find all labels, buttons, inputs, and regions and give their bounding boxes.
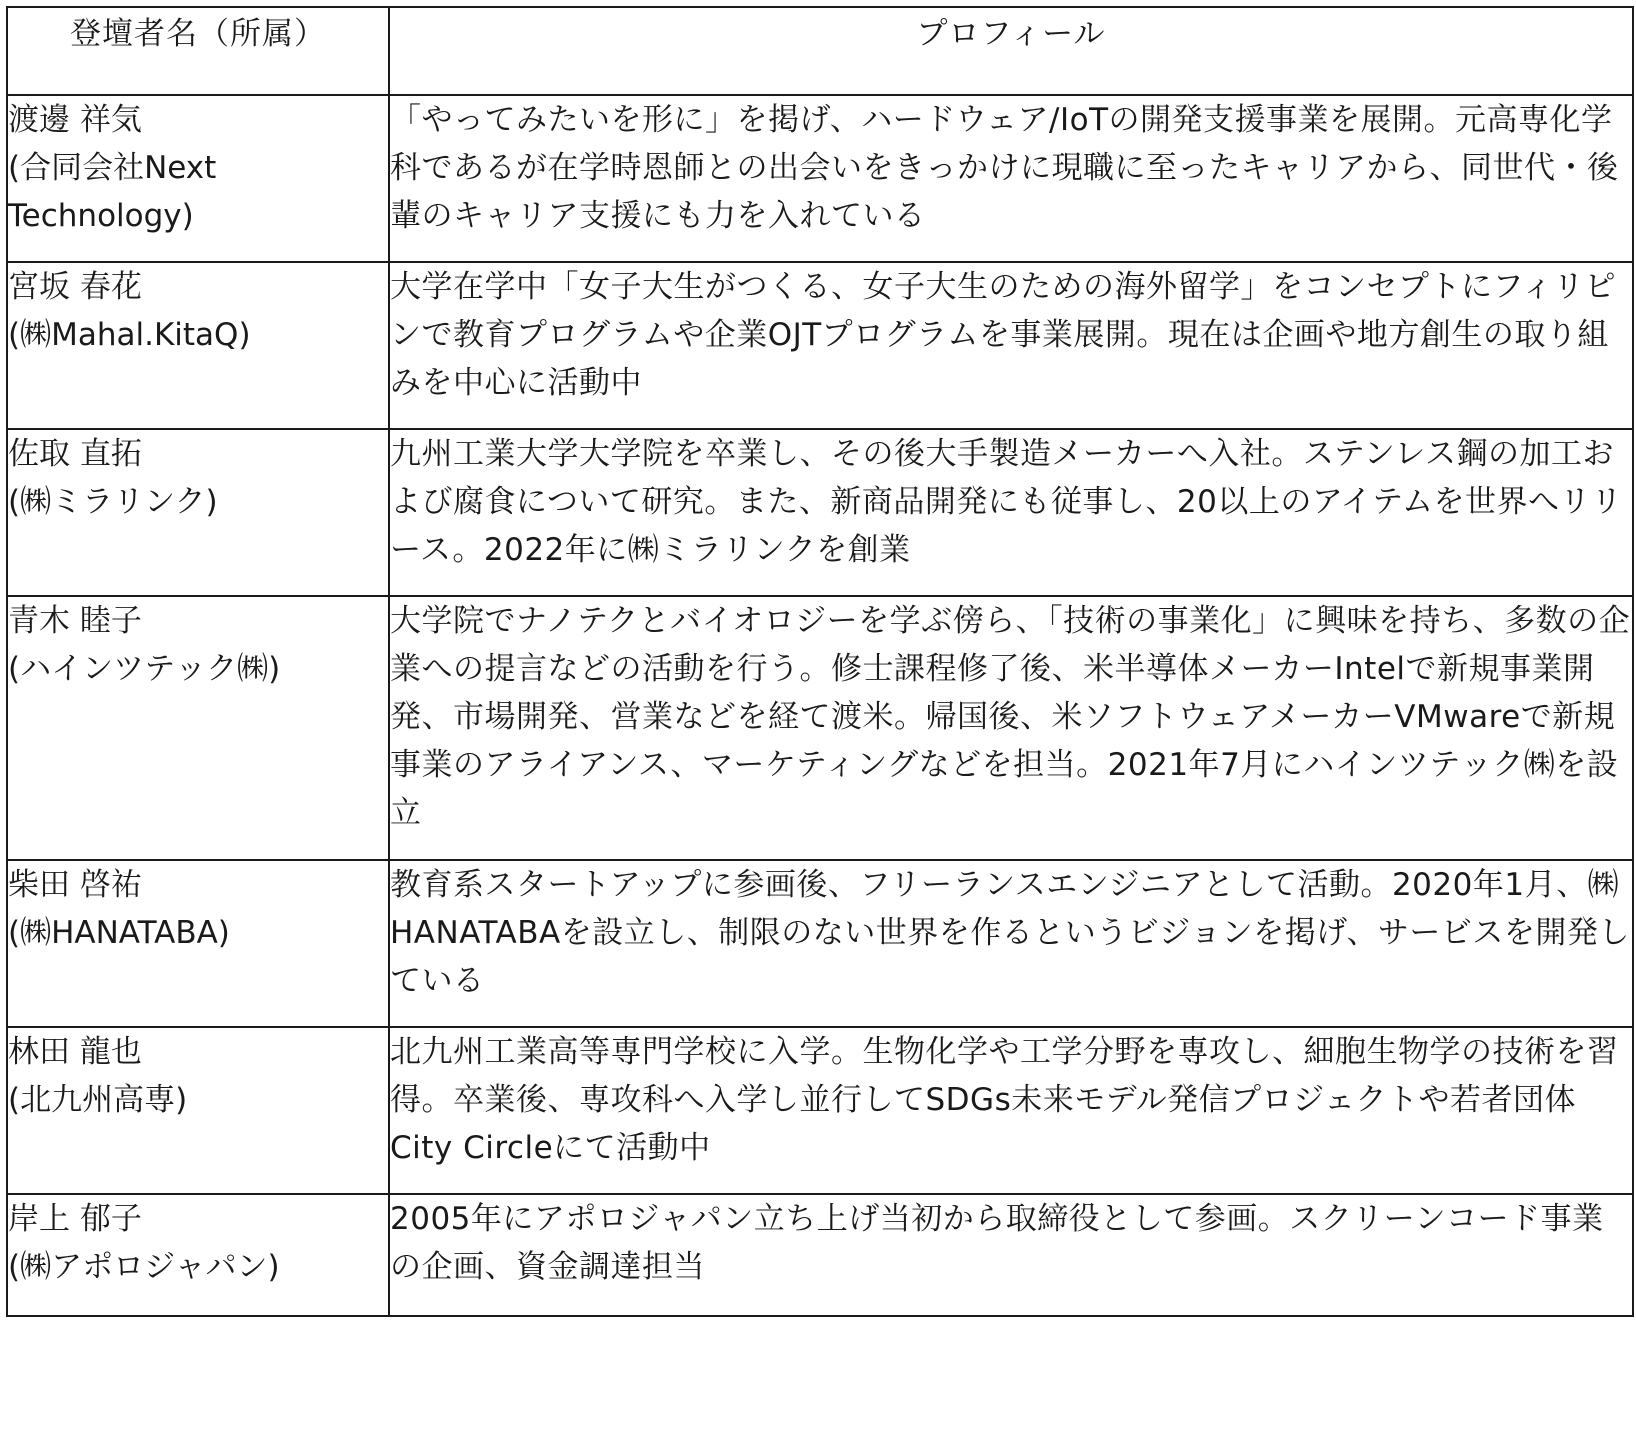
speaker-profile: 大学在学中「女子大生がつくる、女子大生のための海外留学」をコンセプトにフィリピンで教育プログラムや企業OJTプログラムを事業展開。現在は企画や地方創生の取り組みを中心に活動中 — [389, 262, 1633, 429]
table-row — [7, 860, 1633, 1027]
speaker-profile: 北九州工業高等専門学校に入学。生物化学や工学分野を専攻し、細胞生物学の技術を習得。卒業後、専攻科へ入学し並行してSDGs未来モデル発信プロジェクトや若者団体City Circleにて活動中 — [389, 1027, 1633, 1194]
speaker-profile: 教育系スタートアップに参画後、フリーランスエンジニアとして活動。2020年1月、㈱HANATABAを設立し、制限のない世界を作るというビジョンを掲げ、サービスを開発している — [389, 860, 1633, 1027]
table-row — [7, 262, 1633, 429]
speaker-name: 宮坂 春花 (㈱Mahal.KitaQ) — [7, 262, 389, 429]
speaker-profile: 大学院でナノテクとバイオロジーを学ぶ傍ら、「技術の事業化」に興味を持ち、多数の企業への提言などの活動を行う。修士課程修了後、米半導体メーカーIntelで新規事業開発、市場開発、営業などを経て渡米。帰国後、米ソフトウェアメーカーVMwareで新規事業のアライアンス、マーケティングなどを担当。2021年7月にハインツテック㈱を設立 — [389, 596, 1633, 860]
speaker-table — [6, 6, 1634, 1317]
header-name: 登壇者名（所属） — [7, 7, 389, 95]
speaker-name: 佐取 直拓 (㈱ミラリンク) — [7, 429, 389, 596]
table-row — [7, 596, 1633, 860]
speaker-profile: 「やってみたいを形に」を掲げ、ハードウェア/IoTの開発支援事業を展開。元高専化学科であるが在学時恩師との出会いをきっかけに現職に至ったキャリアから、同世代・後輩のキャリア支援にも力を入れている — [389, 95, 1633, 262]
speaker-profile: 九州工業大学大学院を卒業し、その後大手製造メーカーへ入社。ステンレス鋼の加工および腐食について研究。また、新商品開発にも従事し、20以上のアイテムを世界へリリース。2022年に㈱ミラリンクを創業 — [389, 429, 1633, 596]
speaker-name: 岸上 郁子 (㈱アポロジャパン) — [7, 1194, 389, 1316]
table-row — [7, 1027, 1633, 1194]
header-row — [7, 7, 1633, 95]
speaker-profile: 2005年にアポロジャパン立ち上げ当初から取締役として参画。スクリーンコード事業の企画、資金調達担当 — [389, 1194, 1633, 1316]
table-row — [7, 429, 1633, 596]
header-profile: プロフィール — [389, 7, 1633, 95]
speaker-name: 柴田 啓祐 (㈱HANATABA) — [7, 860, 389, 1027]
table-row — [7, 1194, 1633, 1316]
speaker-name: 青木 睦子 (ハインツテック㈱) — [7, 596, 389, 860]
table-row — [7, 95, 1633, 262]
speaker-name: 渡邊 祥気 (合同会社Next Technology) — [7, 95, 389, 262]
speaker-name: 林田 龍也 (北九州高専) — [7, 1027, 389, 1194]
